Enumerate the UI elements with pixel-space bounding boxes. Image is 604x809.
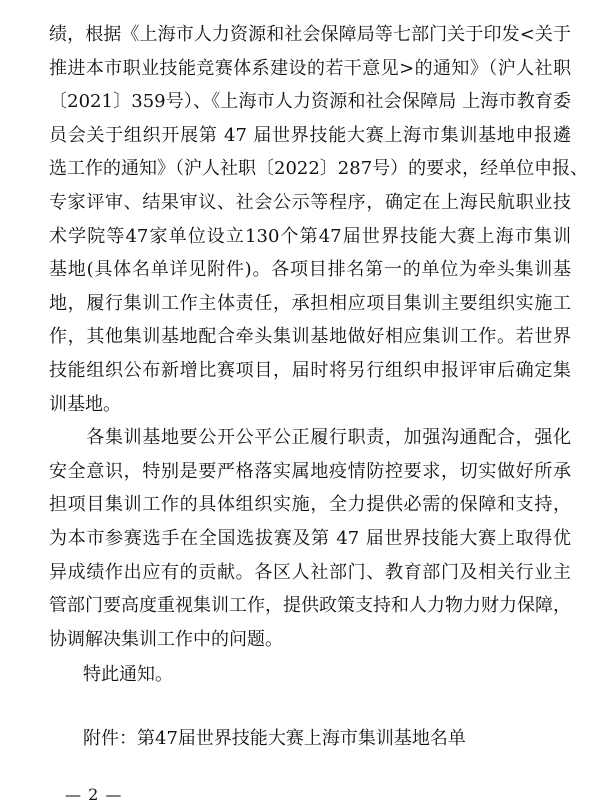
text-line: 绩，根据《上海市人力资源和社会保障局等七部门关于印发<关于 [49, 24, 571, 45]
text-line: 作，其他集训基地配合牵头集训基地做好相应集训工作。若世界 [49, 326, 571, 348]
paragraph-1 [49, 18, 589, 421]
text-line: 异成绩作出应有的贡献。各区人社部门、教育部门及相关行业主 [49, 561, 571, 583]
text-line: 为本市参赛选手在全国选拔赛及第 47 届世界技能大赛上取得优 [49, 527, 571, 549]
text-line: 推进本市职业技能竞赛体系建设的若干意见>的通知》（沪人社职 [49, 57, 571, 79]
text-line: 选工作的通知》（沪人社职〔2022〕287号）的要求，经单位申报、 [49, 158, 589, 180]
text-line: 协调解决集训工作中的问题。 [49, 628, 283, 650]
closing-notice: 特此通知。 [83, 664, 173, 685]
text-line: 各集训基地要公开公平公正履行职责，加强沟通配合，强化 [49, 427, 571, 449]
text-line: 地，履行集训工作主体责任，承担相应项目集训主要组织实施工 [49, 292, 571, 314]
text-line: 专家评审、结果审议、社会公示等程序，确定在上海民航职业技 [49, 191, 571, 213]
document-body [49, 18, 589, 656]
text-line: 术学院等47家单位设立130个第47届世界技能大赛上海市集训 [49, 225, 571, 247]
text-line: 〔2021〕359号）、《上海市人力资源和社会保障局 上海市教育委 [49, 91, 571, 113]
attachment-line: 附件：第47届世界技能大赛上海市集训基地名单 [83, 728, 466, 749]
page-number: — 2 — [65, 785, 123, 804]
text-line: 员会关于组织开展第 47 届世界技能大赛上海市集训基地申报遴 [49, 124, 571, 146]
text-line: 训基地。 [49, 393, 121, 415]
text-line: 基地(具体名单详见附件)。各项目排名第一的单位为牵头集训基 [49, 259, 571, 281]
paragraph-2 [49, 421, 571, 656]
text-line: 担项目集训工作的具体组织实施，全力提供必需的保障和支持， [49, 494, 571, 516]
text-line: 技能组织公布新增比赛项目，届时将另行组织申报评审后确定集 [49, 359, 571, 381]
text-line: 安全意识，特别是要严格落实属地疫情防控要求，切实做好所承 [49, 460, 571, 482]
text-line: 管部门要高度重视集训工作，提供政策支持和人力物力财力保障， [49, 595, 571, 617]
